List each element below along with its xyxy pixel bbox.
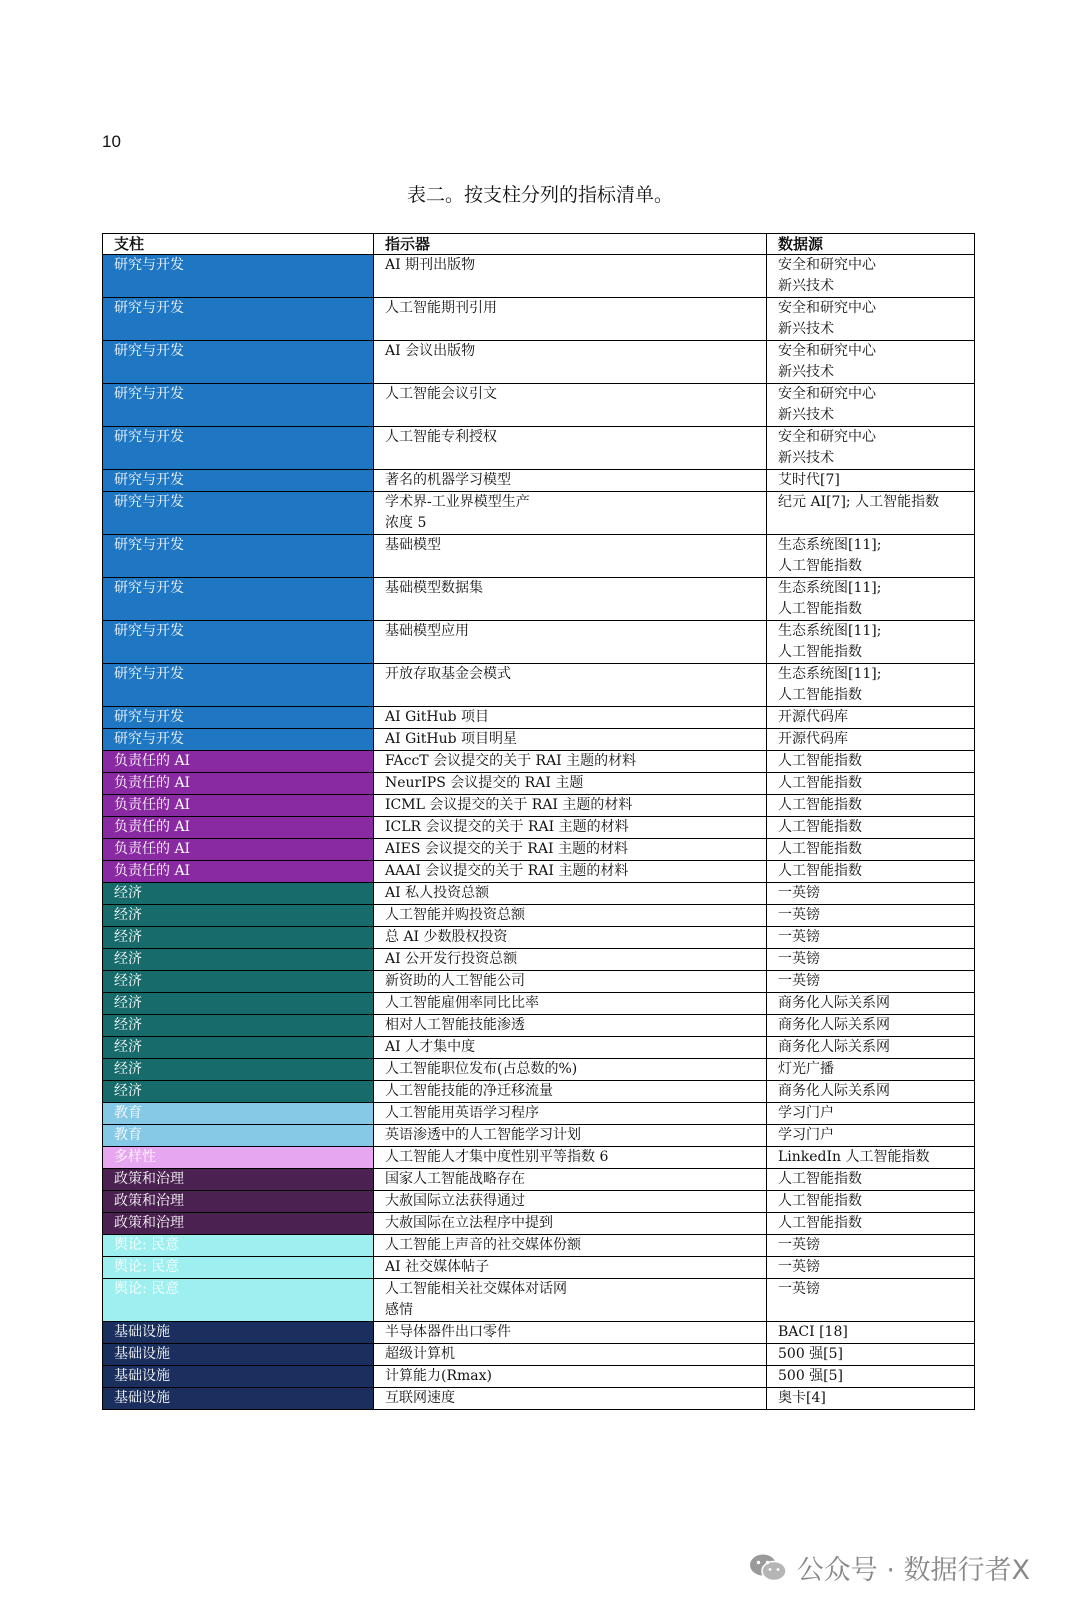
pillar-cell: 负责任的 AI: [103, 795, 374, 817]
source-line: 开源代码库: [778, 709, 848, 725]
indicator-cell: [374, 729, 767, 751]
watermark-text: 公众号 · 数据行者X: [796, 1555, 1030, 1586]
indicator-line: 大赦国际立法获得通过: [385, 1193, 525, 1209]
indicator-line: 人工智能会议引文: [385, 386, 497, 402]
indicator-line: 计算能力(Rmax): [385, 1368, 492, 1384]
source-line: 艾时代[7]: [778, 472, 840, 488]
table-row: [103, 971, 975, 993]
source-cell: [767, 905, 975, 927]
pillar-cell: 舆论: 民意: [103, 1235, 374, 1257]
indicator-line: 英语渗透中的人工智能学习计划: [385, 1127, 581, 1143]
indicator-cell: [374, 384, 767, 427]
indicator-line: AAAI 会议提交的关于 RAI 主题的材料: [385, 863, 629, 879]
pillar-cell: 政策和治理: [103, 1169, 374, 1191]
pillar-cell: 教育: [103, 1125, 374, 1147]
pillar-cell: 研究与开发: [103, 664, 374, 707]
indicator-line: 开放存取基金会模式: [385, 666, 511, 682]
watermark: [749, 1548, 1030, 1587]
source-line: 人工智能指数: [778, 1215, 862, 1231]
indicator-line: 人工智能期刊引用: [385, 300, 497, 316]
source-cell: [767, 1081, 975, 1103]
pillar-cell: 研究与开发: [103, 707, 374, 729]
source-line: 新兴技术: [778, 364, 834, 380]
source-line: 500 强[5]: [778, 1368, 844, 1384]
source-line: 学习门户: [778, 1105, 834, 1121]
source-cell: [767, 1147, 975, 1169]
indicator-line: 国家人工智能战略存在: [385, 1171, 525, 1187]
indicator-cell: [374, 298, 767, 341]
source-cell: [767, 839, 975, 861]
indicator-line: NeurIPS 会议提交的 RAI 主题: [385, 775, 584, 791]
source-line: 一英镑: [778, 907, 820, 923]
pillar-cell: 研究与开发: [103, 341, 374, 384]
indicator-cell: [374, 470, 767, 492]
table-row: [103, 1213, 975, 1235]
table-row: [103, 427, 975, 470]
indicator-cell: [374, 341, 767, 384]
source-line: 奥卡[4]: [778, 1390, 826, 1406]
table-row: [103, 1279, 975, 1322]
pillar-cell: 负责任的 AI: [103, 861, 374, 883]
table-row: [103, 384, 975, 427]
source-line: BACI [18]: [778, 1324, 848, 1340]
source-line: 纪元 AI[7]; 人工智能指数: [778, 494, 940, 510]
source-cell: [767, 621, 975, 664]
indicator-cell: [374, 1059, 767, 1081]
source-cell: [767, 795, 975, 817]
pillar-cell: 研究与开发: [103, 470, 374, 492]
source-line: 一英镑: [778, 973, 820, 989]
source-cell: [767, 773, 975, 795]
pillar-cell: 多样性: [103, 1147, 374, 1169]
indicator-line: 基础模型数据集: [385, 580, 483, 596]
indicator-line: 总 AI 少数股权投资: [385, 929, 508, 945]
table-row: [103, 817, 975, 839]
source-line: 人工智能指数: [778, 775, 862, 791]
indicator-cell: [374, 1015, 767, 1037]
indicator-line: 人工智能上声音的社交媒体份额: [385, 1237, 581, 1253]
pillar-cell: 经济: [103, 949, 374, 971]
pillar-cell: 政策和治理: [103, 1213, 374, 1235]
source-cell: [767, 298, 975, 341]
indicator-cell: [374, 1125, 767, 1147]
page-number: 10: [102, 132, 121, 151]
table-row: [103, 1191, 975, 1213]
indicator-cell: [374, 927, 767, 949]
indicator-line: AI GitHub 项目: [385, 709, 490, 725]
pillar-cell: 政策和治理: [103, 1191, 374, 1213]
source-line: 一英镑: [778, 951, 820, 967]
table-body: [103, 255, 975, 1410]
pillar-cell: 经济: [103, 883, 374, 905]
table-row: [103, 621, 975, 664]
indicator-cell: [374, 1103, 767, 1125]
source-line: 人工智能指数: [778, 863, 862, 879]
pillar-cell: 舆论: 民意: [103, 1257, 374, 1279]
indicator-cell: [374, 795, 767, 817]
table-row: [103, 1257, 975, 1279]
source-cell: [767, 1388, 975, 1410]
table-row: [103, 773, 975, 795]
source-cell: [767, 861, 975, 883]
source-cell: [767, 949, 975, 971]
indicator-cell: [374, 883, 767, 905]
indicator-line: AI 期刊出版物: [385, 257, 476, 273]
source-cell: [767, 1279, 975, 1322]
indicator-cell: [374, 1322, 767, 1344]
source-line: 生态系统图[11];: [778, 666, 882, 682]
indicator-line: 人工智能相关社交媒体对话网: [385, 1281, 567, 1297]
indicator-line: 感情: [385, 1302, 413, 1318]
table-row: [103, 1059, 975, 1081]
indicator-cell: [374, 751, 767, 773]
source-line: 商务化人际关系网: [778, 1039, 890, 1055]
indicator-cell: [374, 1279, 767, 1322]
indicator-line: AI 会议出版物: [385, 343, 476, 359]
source-line: 人工智能指数: [778, 687, 862, 703]
table-row: [103, 795, 975, 817]
indicator-cell: [374, 1366, 767, 1388]
table-row: [103, 1388, 975, 1410]
indicator-line: 人工智能雇佣率同比比率: [385, 995, 539, 1011]
table-row: [103, 729, 975, 751]
indicator-cell: [374, 664, 767, 707]
pillar-cell: 基础设施: [103, 1388, 374, 1410]
table-header-row: [103, 234, 975, 255]
indicator-cell: [374, 1081, 767, 1103]
source-line: 新兴技术: [778, 321, 834, 337]
indicator-cell: [374, 707, 767, 729]
pillar-cell: 负责任的 AI: [103, 751, 374, 773]
source-line: 500 强[5]: [778, 1346, 844, 1362]
table-row: [103, 927, 975, 949]
source-cell: [767, 1103, 975, 1125]
indicator-cell: [374, 578, 767, 621]
header-pillar: 支柱: [103, 234, 374, 255]
source-cell: [767, 470, 975, 492]
pillar-cell: 经济: [103, 1037, 374, 1059]
table-row: [103, 341, 975, 384]
indicator-cell: [374, 492, 767, 535]
indicator-cell: [374, 1257, 767, 1279]
source-line: 人工智能指数: [778, 558, 862, 574]
source-line: 生态系统图[11];: [778, 580, 882, 596]
pillar-cell: 研究与开发: [103, 578, 374, 621]
indicator-line: AI GitHub 项目明星: [385, 731, 518, 747]
source-cell: [767, 883, 975, 905]
source-line: 安全和研究中心: [778, 300, 876, 316]
source-cell: [767, 1213, 975, 1235]
pillar-cell: 基础设施: [103, 1366, 374, 1388]
source-line: 安全和研究中心: [778, 429, 876, 445]
indicator-cell: [374, 255, 767, 298]
source-cell: [767, 1322, 975, 1344]
indicator-cell: [374, 773, 767, 795]
source-line: 安全和研究中心: [778, 257, 876, 273]
pillar-cell: 研究与开发: [103, 535, 374, 578]
indicator-cell: [374, 1235, 767, 1257]
indicator-line: 相对人工智能技能渗透: [385, 1017, 525, 1033]
source-line: 人工智能指数: [778, 1193, 862, 1209]
pillar-cell: 教育: [103, 1103, 374, 1125]
source-cell: [767, 993, 975, 1015]
source-line: 一英镑: [778, 885, 820, 901]
table-row: [103, 993, 975, 1015]
pillar-cell: 经济: [103, 1059, 374, 1081]
indicator-cell: [374, 427, 767, 470]
source-cell: [767, 1169, 975, 1191]
source-cell: [767, 817, 975, 839]
pillar-cell: 基础设施: [103, 1322, 374, 1344]
table-row: [103, 298, 975, 341]
indicator-cell: [374, 993, 767, 1015]
source-line: 商务化人际关系网: [778, 1083, 890, 1099]
source-line: 生态系统图[11];: [778, 537, 882, 553]
source-cell: [767, 927, 975, 949]
source-line: 安全和研究中心: [778, 343, 876, 359]
pillar-cell: 经济: [103, 1015, 374, 1037]
source-line: 人工智能指数: [778, 753, 862, 769]
table-row: [103, 1322, 975, 1344]
indicator-cell: [374, 1213, 767, 1235]
table-row: [103, 949, 975, 971]
source-line: 人工智能指数: [778, 1171, 862, 1187]
pillar-cell: 负责任的 AI: [103, 839, 374, 861]
source-cell: [767, 1037, 975, 1059]
source-cell: [767, 384, 975, 427]
table-row: [103, 1169, 975, 1191]
table-row: [103, 1147, 975, 1169]
wechat-icon: [749, 1553, 787, 1583]
indicator-line: 学术界-工业界模型生产: [385, 494, 530, 510]
indicator-line: 半导体器件出口零件: [385, 1324, 511, 1340]
source-line: 新兴技术: [778, 450, 834, 466]
source-line: LinkedIn 人工智能指数: [778, 1149, 930, 1165]
source-cell: [767, 1015, 975, 1037]
indicator-cell: [374, 949, 767, 971]
pillar-cell: 经济: [103, 993, 374, 1015]
table-row: [103, 1366, 975, 1388]
source-cell: [767, 255, 975, 298]
indicator-cell: [374, 905, 767, 927]
table-caption: 表二。按支柱分列的指标清单。: [406, 184, 673, 206]
source-line: 一英镑: [778, 1237, 820, 1253]
source-cell: [767, 707, 975, 729]
indicator-line: 新资助的人工智能公司: [385, 973, 525, 989]
indicator-cell: [374, 817, 767, 839]
source-line: 一英镑: [778, 1281, 820, 1297]
source-cell: [767, 729, 975, 751]
source-line: 一英镑: [778, 929, 820, 945]
indicator-line: 人工智能专利授权: [385, 429, 497, 445]
pillar-cell: 研究与开发: [103, 621, 374, 664]
source-cell: [767, 492, 975, 535]
table-row: [103, 707, 975, 729]
source-cell: [767, 535, 975, 578]
table-row: [103, 664, 975, 707]
source-line: 生态系统图[11];: [778, 623, 882, 639]
indicator-line: 人工智能技能的净迁移流量: [385, 1083, 553, 1099]
pillar-cell: 研究与开发: [103, 255, 374, 298]
indicator-cell: [374, 1191, 767, 1213]
table-row: [103, 1103, 975, 1125]
indicator-line: AIES 会议提交的关于 RAI 主题的材料: [385, 841, 628, 857]
indicator-line: AI 人才集中度: [385, 1039, 476, 1055]
indicator-line: 著名的机器学习模型: [385, 472, 511, 488]
pillar-cell: 研究与开发: [103, 298, 374, 341]
table-row: [103, 1125, 975, 1147]
indicator-line: 人工智能并购投资总额: [385, 907, 525, 923]
source-cell: [767, 578, 975, 621]
source-cell: [767, 1257, 975, 1279]
table-row: [103, 470, 975, 492]
source-line: 人工智能指数: [778, 601, 862, 617]
pillar-cell: 经济: [103, 905, 374, 927]
indicator-line: ICLR 会议提交的关于 RAI 主题的材料: [385, 819, 629, 835]
source-line: 学习门户: [778, 1127, 834, 1143]
table-row: [103, 883, 975, 905]
pillar-cell: 研究与开发: [103, 384, 374, 427]
indicator-cell: [374, 1147, 767, 1169]
source-line: 新兴技术: [778, 407, 834, 423]
pillar-cell: 研究与开发: [103, 427, 374, 470]
indicator-line: 互联网速度: [385, 1390, 455, 1406]
table-row: [103, 1235, 975, 1257]
indicator-cell: [374, 971, 767, 993]
table-row: [103, 578, 975, 621]
source-cell: [767, 1344, 975, 1366]
indicator-line: 人工智能用英语学习程序: [385, 1105, 539, 1121]
source-cell: [767, 427, 975, 470]
source-line: 安全和研究中心: [778, 386, 876, 402]
pillar-cell: 研究与开发: [103, 729, 374, 751]
indicator-line: 人工智能职位发布(占总数的%): [385, 1061, 578, 1077]
indicator-line: 基础模型应用: [385, 623, 469, 639]
table-row: [103, 1344, 975, 1366]
pillar-cell: 负责任的 AI: [103, 773, 374, 795]
indicator-cell: [374, 861, 767, 883]
pillar-cell: 经济: [103, 1081, 374, 1103]
table-row: [103, 905, 975, 927]
indicator-cell: [374, 621, 767, 664]
indicator-cell: [374, 1388, 767, 1410]
pillar-cell: 经济: [103, 927, 374, 949]
table-row: [103, 839, 975, 861]
source-cell: [767, 971, 975, 993]
source-cell: [767, 1235, 975, 1257]
pillar-cell: 经济: [103, 971, 374, 993]
table-row: [103, 1081, 975, 1103]
pillar-cell: 负责任的 AI: [103, 817, 374, 839]
source-cell: [767, 664, 975, 707]
source-line: 灯光广播: [778, 1061, 834, 1077]
indicator-line: 超级计算机: [385, 1346, 455, 1362]
header-indicator: 指示器: [374, 234, 767, 255]
table-row: [103, 1015, 975, 1037]
header-source: 数据源: [767, 234, 975, 255]
table-row: [103, 535, 975, 578]
indicator-cell: [374, 839, 767, 861]
indicator-line: 基础模型: [385, 537, 441, 553]
table-row: [103, 861, 975, 883]
source-line: 一英镑: [778, 1259, 820, 1275]
indicator-line: AI 私人投资总额: [385, 885, 490, 901]
indicator-line: AI 公开发行投资总额: [385, 951, 518, 967]
pillar-cell: 研究与开发: [103, 492, 374, 535]
source-line: 新兴技术: [778, 278, 834, 294]
source-line: 人工智能指数: [778, 819, 862, 835]
indicator-table: [102, 233, 975, 1410]
source-cell: [767, 1125, 975, 1147]
pillar-cell: 基础设施: [103, 1344, 374, 1366]
indicator-cell: [374, 535, 767, 578]
table-row: [103, 255, 975, 298]
indicator-line: ICML 会议提交的关于 RAI 主题的材料: [385, 797, 633, 813]
indicator-cell: [374, 1344, 767, 1366]
source-line: 商务化人际关系网: [778, 1017, 890, 1033]
source-line: 人工智能指数: [778, 644, 862, 660]
source-line: 人工智能指数: [778, 797, 862, 813]
indicator-line: FAccT 会议提交的关于 RAI 主题的材料: [385, 753, 637, 769]
source-cell: [767, 341, 975, 384]
source-cell: [767, 1191, 975, 1213]
source-cell: [767, 751, 975, 773]
table-row: [103, 751, 975, 773]
indicator-line: 人工智能人才集中度性别平等指数 6: [385, 1149, 609, 1165]
indicator-cell: [374, 1169, 767, 1191]
pillar-cell: 舆论: 民意: [103, 1279, 374, 1322]
source-line: 开源代码库: [778, 731, 848, 747]
indicator-line: 大赦国际在立法程序中提到: [385, 1215, 553, 1231]
indicator-cell: [374, 1037, 767, 1059]
indicator-line: 浓度 5: [385, 515, 427, 531]
table-row: [103, 1037, 975, 1059]
source-line: 商务化人际关系网: [778, 995, 890, 1011]
source-cell: [767, 1059, 975, 1081]
source-cell: [767, 1366, 975, 1388]
source-line: 人工智能指数: [778, 841, 862, 857]
table-row: [103, 492, 975, 535]
indicator-line: AI 社交媒体帖子: [385, 1259, 490, 1275]
